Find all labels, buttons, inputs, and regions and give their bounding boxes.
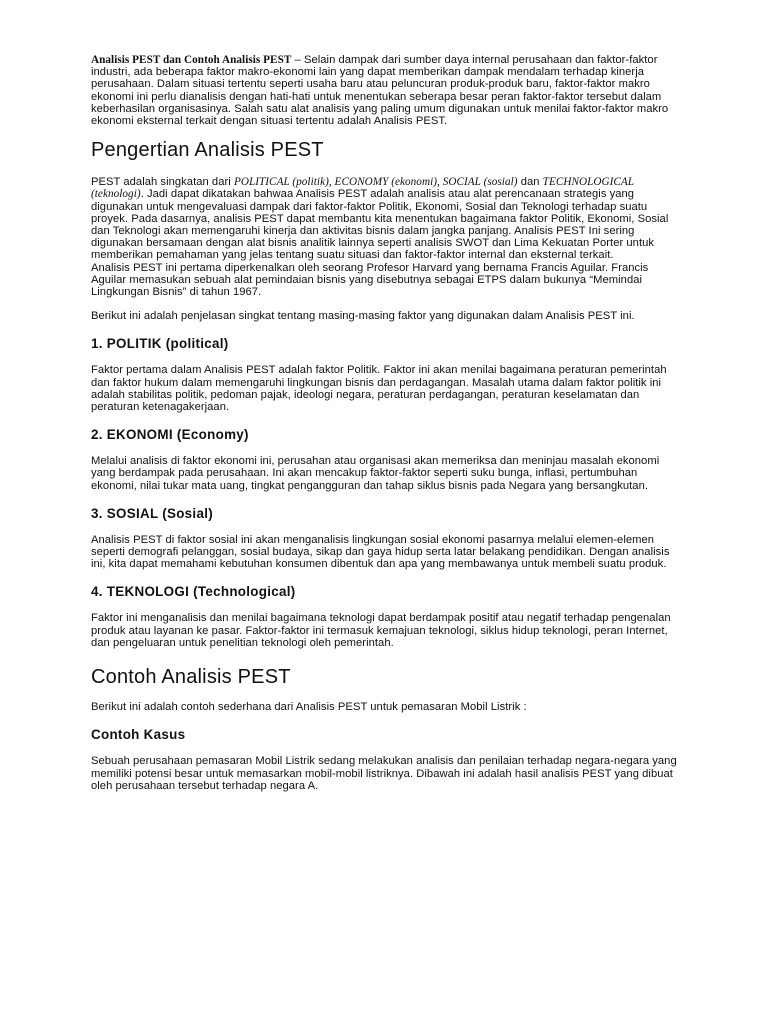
pengertian-p1-run-b: dan: [517, 176, 543, 189]
sosial-paragraph: Analisis PEST di faktor sosial ini akan menganalisis lingkungan sosial ekonomi pasarnya melalui elemen-elemen seperti demografi pelanggan, sosial budaya, sikap dan gaya hidup serta latar belakang pendidikan. Dengan analisis ini, kita dapat memahami kebutuhan konsumen dibentuk dan apa yang membawanya untuk membeli suatu produk.: [91, 533, 670, 571]
pengertian-p1-run-c: . Jadi dapat dikatakan bahwaa Analisis PEST adalah analisis atau alat perencanaan strategis yang digunakan untuk mengevaluasi dampak dari faktor-faktor Politik, Ekonomi, Sosial dan Teknologi terhadap suatu proyek. Pada dasarnya, analisis PEST dapat membantu kita menentukan bagaimana faktor Politik, Ekonomi, Sosial dan Teknologi akan memengaruhi kinerja dan aktivitas bisnis dalam jangka panjang. Analisis PEST Ini sering digunakan bersamaan dengan alat bisnis analitik lainnya seperti analisis SWOT dan Lima Kekuatan Porter untuk memberikan pemahaman yang jelas tentang suatu situasi dan faktor-faktor internal dan eksternal terkait.: [91, 188, 669, 262]
contoh-intro-paragraph: Berikut ini adalah contoh sederhana dari Analisis PEST untuk pemasaran Mobil Listrik :: [91, 701, 527, 714]
heading-contoh-analisis: Contoh Analisis PEST: [91, 666, 291, 689]
pengertian-paragraph-3: Berikut ini adalah penjelasan singkat tentang masing-masing faktor yang digunakan dalam Analisis PEST ini.: [91, 310, 635, 323]
pengertian-p1-political: POLITICAL (politik), ECONOMY (ekonomi), SOCIAL (sosial): [233, 176, 518, 189]
teknologi-paragraph: Faktor ini menganalisis dan menilai bagaimana teknologi dapat berdampak positif atau negatif terhadap pengenalan produk atau layanan ke pasar. Faktor-faktor ini termasuk kemajuan teknologi, siklus hidup teknologi, peran Internet, dan pengeluaran untuk penelitian teknologi oleh pemerintah.: [91, 612, 671, 649]
intro-paragraph: [91, 54, 681, 127]
pengertian-paragraph-1: [91, 176, 681, 261]
document-page: [91, 54, 681, 792]
intro-body-run: – Selain dampak dari sumber daya internal perusahaan dan faktor-faktor industri, ada beberapa faktor makro-ekonomi lain yang dapat memberikan dampak mendalam terhadap kinerja perusahaan. Dalam situasi tertentu seperti usaha baru atau peluncuran produk-produk baru, faktor-faktor makro ekonomi ini perlu dianalisis dengan hati-hati untuk menentukan seberapa besar peran faktor-faktor tersebut dalam keberhasilan organisasinya. Salah satu alat analisis yang paling umum digunakan untuk menilai faktor-faktor makro ekonomi eksternal terkait dengan situasi tertentu adalah Analisis PEST.: [91, 54, 669, 128]
heading-politik: 1. POLITIK (political): [91, 336, 229, 352]
pengertian-p1-technological: TECHNOLOGICAL (teknologi): [91, 176, 634, 201]
heading-sosial: 3. SOSIAL (Sosial): [91, 505, 213, 521]
heading-pengertian: Pengertian Analisis PEST: [91, 139, 324, 162]
pengertian-p1-run-a: PEST adalah singkatan dari: [91, 176, 234, 189]
politik-paragraph: Faktor pertama dalam Analisis PEST adalah faktor Politik. Faktor ini akan menilai bagaimana peraturan pemerintah dan faktor hukum dalam memengaruhi lingkungan bisnis dan perdagangan. Masalah utama dalam faktor politik ini adalah stabilitas politik, pedoman pajak, ideologi negara, peraturan perdagangan, peraturan keselamatan dan peraturan ketenagakerjaan.: [91, 364, 667, 414]
heading-ekonomi: 2. EKONOMI (Economy): [91, 427, 249, 443]
intro-title-run: Analisis PEST dan Contoh Analisis PEST: [91, 54, 292, 66]
heading-teknologi: 4. TEKNOLOGI (Technological): [91, 584, 296, 600]
pengertian-paragraph-2: Analisis PEST ini pertama diperkenalkan oleh seorang Profesor Harvard yang bernama Francis Aguilar. Francis Aguilar memasukan sebuah alat pemindaian bisnis yang disebutnya sebagai ETPS dalam bukunya “Memindai Lingkungan Bisnis” di tahun 1967.: [91, 261, 649, 299]
heading-contoh-kasus: Contoh Kasus: [91, 727, 186, 743]
contoh-kasus-paragraph: Sebuah perusahaan pemasaran Mobil Listrik sedang melakukan analisis dan penilaian terhadap negara-negara yang memiliki potensi besar untuk memasarkan mobil-mobil listriknya. Dibawah ini adalah hasil analisis PEST yang dibuat oleh perusahaan tersebut terhadap negara A.: [91, 755, 677, 792]
ekonomi-paragraph: Melalui analisis di faktor ekonomi ini, perusahan atau organisasi akan memeriksa dan meninjau masalah ekonomi yang berdampak pada perusahaan. Ini akan mencakup faktor-faktor seperti suku bunga, inflasi, pertumbuhan ekonomi, nilai tukar mata uang, tingkat pengangguran dan tahap siklus bisnis pada Negara yang bersangkutan.: [91, 455, 660, 492]
